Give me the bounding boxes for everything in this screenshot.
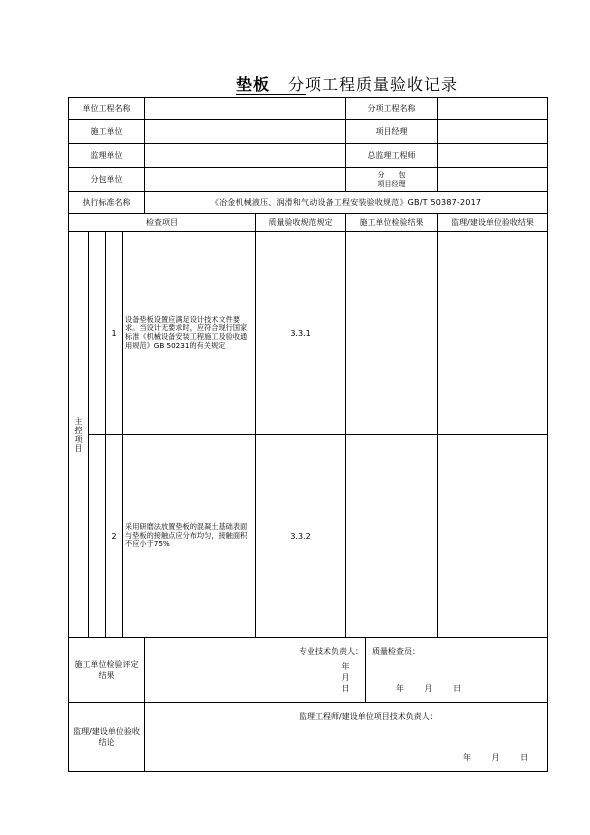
inspector-label: 质量检查员： [372,647,420,656]
item-spec: 3.3.2 [256,435,346,638]
item-supervision-result[interactable] [438,435,548,638]
sub-pm-label-line1: 分 包 [377,170,406,179]
check-item-header: 检查项目 [69,214,256,232]
sub-project-label: 分项工程名称 [346,98,438,120]
construction-eval-label: 施工单位检验评定结果 [69,638,145,703]
tech-lead-date: 年 月 日 [341,662,359,693]
title-underline [236,94,306,95]
supervision-conclusion-content[interactable] [145,703,548,772]
unit-project-label: 单位工程名称 [69,98,145,120]
item-construction-result[interactable] [346,435,438,638]
item-blank-col [89,435,106,638]
chief-supervisor-label: 总监理工程师 [346,144,438,168]
project-manager-label: 项目经理 [346,120,438,144]
subcontractor-label: 分包单位 [69,168,145,192]
construction-unit-field[interactable] [145,120,346,144]
main-control-label [69,232,89,638]
item-description: 采用研磨法放置垫板的混凝土基础表面与垫板的接触点应分布均匀，接触面积不应小于75% [123,435,256,638]
sub-project-field[interactable] [438,98,548,120]
supervision-result-header: 监理/建设单位验收结果 [438,214,548,232]
title-suffix: 分项工程质量验收记录 [288,75,459,94]
quality-spec-header: 质量验收规范规定 [256,214,346,232]
construction-unit-label: 施工单位 [69,120,145,144]
unit-project-field[interactable] [145,98,346,120]
project-manager-field[interactable] [438,120,548,144]
construction-result-header: 施工单位检验结果 [346,214,438,232]
item-construction-result[interactable] [346,232,438,435]
standard-label: 执行标准名称 [69,192,145,214]
item-blank-col [89,232,106,435]
inspector-date: 年 月 日 [396,684,471,693]
title-prefix: 垫板 [236,75,271,94]
supervision-unit-field[interactable] [145,144,346,168]
item-spec: 3.3.1 [256,232,346,435]
inspector-content[interactable] [366,638,548,703]
sub-pm-field[interactable] [438,168,548,192]
construction-eval-content[interactable] [145,638,366,703]
item-description: 设备垫板设置应满足设计技术文件要求。当设计无要求时，应符合现行国家标准《机械设备安装工程施工及验收通用规范》GB 50231的有关规定 [123,232,256,435]
supervision-unit-label: 监理单位 [69,144,145,168]
supervision-conclusion-label: 监理/建设单位验收结论 [69,703,145,772]
inspection-form [68,97,548,772]
main-control-text: 主控项目 [74,416,83,453]
signer-label: 监理工程师/建设单位项目技术负责人： [299,712,438,721]
sub-pm-label [346,168,438,192]
supervision-date: 年 月 日 [463,753,538,762]
chief-supervisor-field[interactable] [438,144,548,168]
tech-lead-label: 专业技术负责人： [299,647,363,656]
sub-pm-label-line2: 项目经理 [377,179,406,188]
item-number: 1 [106,232,123,435]
form-title [0,72,590,94]
subcontractor-field[interactable] [145,168,346,192]
standard-value: 《冶金机械液压、润滑和气动设备工程安装验收规范》GB/T 50387-2017 [145,192,548,214]
item-supervision-result[interactable] [438,232,548,435]
item-number: 2 [106,435,123,638]
